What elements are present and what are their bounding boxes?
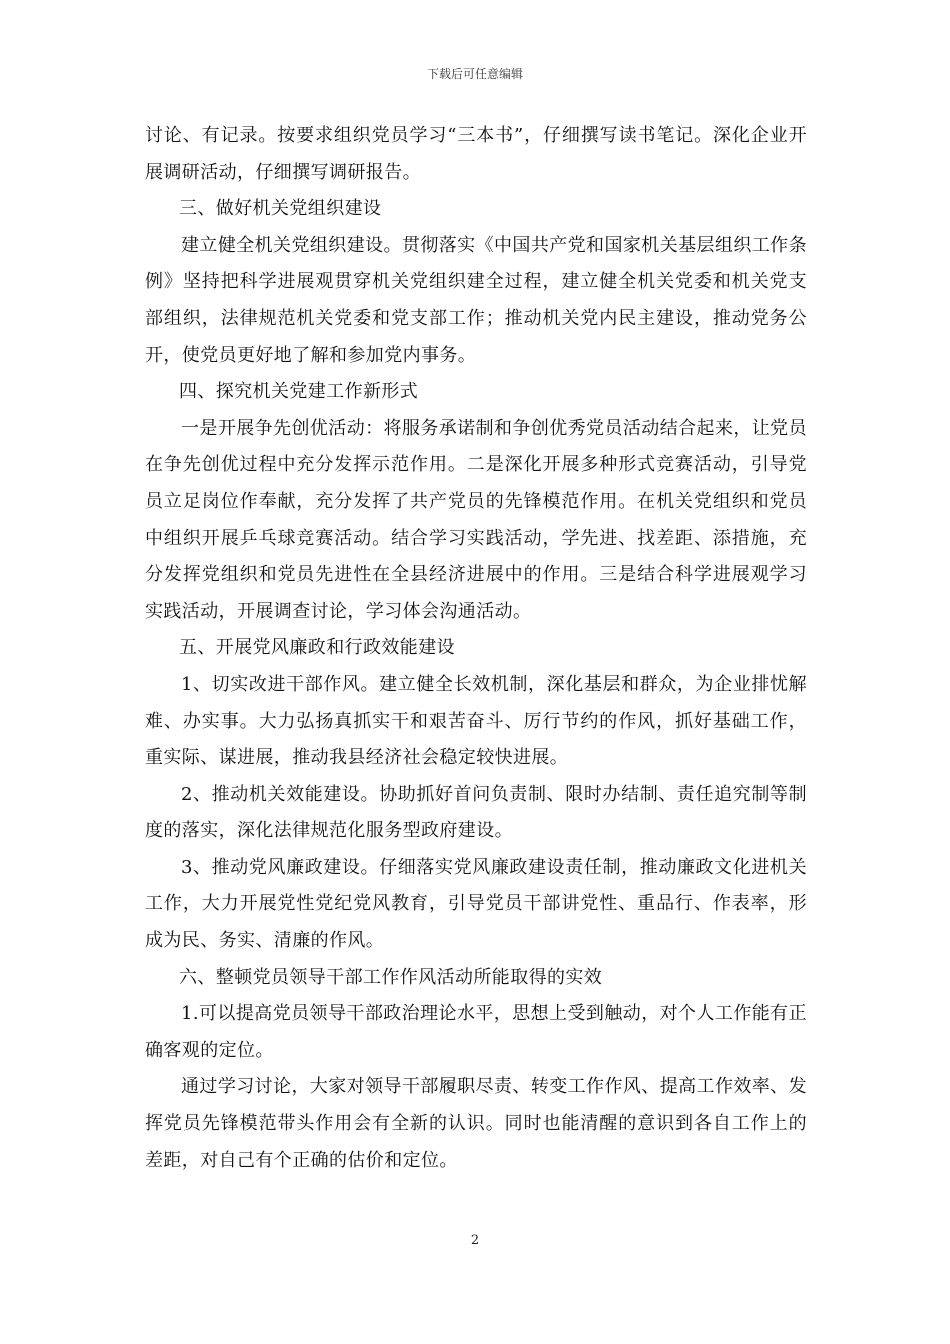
section-heading-5: 五、开展党风廉政和行政效能建设 [179, 637, 455, 659]
paragraph: 1.可以提高党员领导干部政治理论水平，思想上受到触动，对个人工作能有正确客观的定位。 [145, 1003, 807, 1061]
paragraph-continued: 讨论、有记录。按要求组织党员学习“三本书”，仔细撰写读书笔记。深化企业开展调研活动，仔细撰写调研报告。 [145, 125, 807, 183]
paragraph: 3、推动党风廉政建设。仔细落实党风廉政建设责任制，推动廉政文化进机关工作，大力开展党性党纪党风教育，引导党员干部讲党性、重品行、作表率，形成为民、务实、清廉的作风。 [145, 856, 807, 952]
document-body [145, 118, 807, 1179]
paragraph: 2、推动机关效能建设。协助抓好首问负责制、限时办结制、责任追究制等制度的落实，深化法律规范化服务型政府建设。 [145, 783, 807, 842]
section-heading-6: 六、整顿党员领导干部工作作风活动所能取得的实效 [179, 966, 603, 988]
paragraph: 通过学习讨论，大家对领导干部履职尽责、转变工作作风、提高工作效率、发挥党员先锋模范带头作用会有全新的认识。同时也能清醒的意识到各自工作上的差距，对自己有个正确的估价和定位。 [145, 1076, 807, 1171]
page-number: 2 [470, 1233, 480, 1248]
page-header: 下载后可任意编辑 [426, 67, 523, 81]
paragraph: 1、切实改进干部作风。建立健全长效机制，深化基层和群众，为企业排忧解难、办实事。大力弘扬真抓实干和艰苦奋斗、厉行节约的作风，抓好基础工作，重实际、谋进展，推动我县经济社会稳定较快进展。 [145, 673, 807, 769]
paragraph: 建立健全机关党组织建设。贯彻落实《中国共产党和国家机关基层组织工作条例》坚持把科学进展观贯穿机关党组织建全过程，建立健全机关党委和机关党支部组织，法律规范机关党委和党支部工作；推动机关党内民主建设，推动党务公开，使党员更好地了解和参加党内事务。 [145, 234, 807, 366]
section-heading-3: 三、做好机关党组织建设 [179, 198, 382, 220]
paragraph: 一是开展争先创优活动：将服务承诺制和争创优秀党员活动结合起来，让党员在争先创优过程中充分发挥示范作用。二是深化开展多种形式竞赛活动，引导党员立足岗位作奉献，充分发挥了共产党员的先锋模范作用。在机关党组织和党员中组织开展乒乓球竞赛活动。结合学习实践活动，学先进、找差距、添措施，充分发挥党组织和党员先进性在全县经济进展中的作用。三是结合科学进展观学习实践活动，开展调查讨论，学习体会沟通活动。 [145, 417, 807, 622]
section-heading-4: 四、探究机关党建工作新形式 [179, 381, 419, 403]
